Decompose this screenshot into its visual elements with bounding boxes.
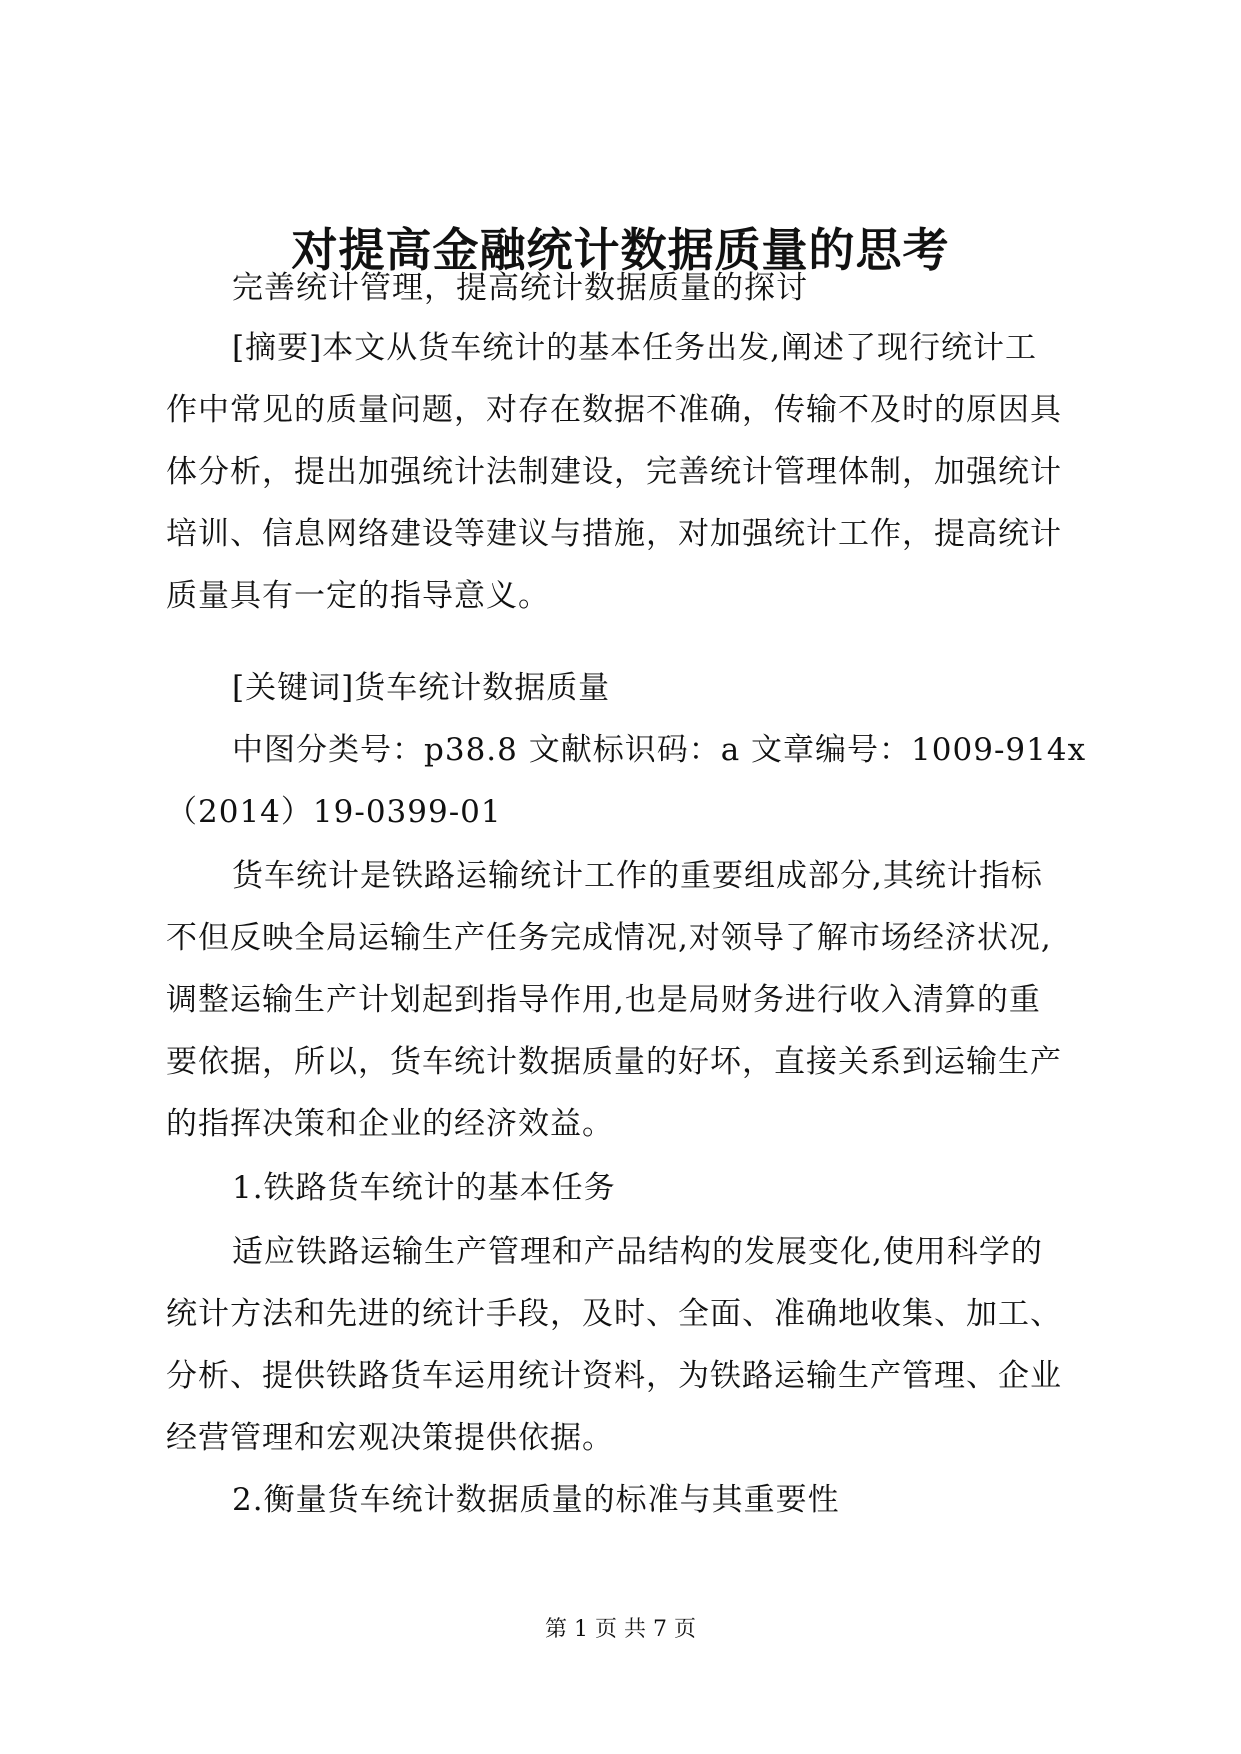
- subtitle-line: 完善统计管理，提高统计数据质量的探讨: [232, 270, 808, 306]
- abstract-line: 作中常见的质量问题，对存在数据不准确，传输不及时的原因具: [166, 392, 1062, 428]
- section-heading: 2.衡量货车统计数据质量的标准与其重要性: [232, 1482, 840, 1518]
- classification-line: （2014）19-0399-01: [166, 794, 502, 830]
- body-line: 分析、提供铁路货车运用统计资料，为铁路运输生产管理、企业: [166, 1358, 1062, 1394]
- abstract-line: 体分析，提出加强统计法制建设，完善统计管理体制，加强统计: [166, 454, 1062, 490]
- body-line: 适应铁路运输生产管理和产品结构的发展变化,使用科学的: [232, 1234, 1043, 1270]
- body-line: 经营管理和宏观决策提供依据。: [166, 1420, 614, 1456]
- page-number: 第 1 页 共 7 页: [545, 1617, 696, 1642]
- keywords-line: [关键词]货车统计数据质量: [232, 670, 611, 706]
- body-line: 要依据，所以，货车统计数据质量的好坏，直接关系到运输生产: [166, 1044, 1062, 1080]
- section-heading: 1.铁路货车统计的基本任务: [232, 1170, 616, 1206]
- body-line: 不但反映全局运输生产任务完成情况,对领导了解市场经济状况,: [166, 920, 1052, 956]
- abstract-line: 培训、信息网络建设等建议与措施，对加强统计工作，提高统计: [166, 516, 1062, 552]
- body-line: 的指挥决策和企业的经济效益。: [166, 1106, 614, 1142]
- body-line: 统计方法和先进的统计手段，及时、全面、准确地收集、加工、: [166, 1296, 1062, 1332]
- classification-line: 中图分类号：p38.8 文献标识码：a 文章编号：1009-914x: [232, 732, 1087, 768]
- body-line: 调整运输生产计划起到指导作用,也是局财务进行收入清算的重: [166, 982, 1041, 1018]
- body-line: 货车统计是铁路运输统计工作的重要组成部分,其统计指标: [232, 858, 1043, 894]
- abstract-line: [摘要]本文从货车统计的基本任务出发,阐述了现行统计工: [232, 330, 1038, 366]
- document-title: 对提高金融统计数据质量的思考: [291, 223, 950, 277]
- abstract-line: 质量具有一定的指导意义。: [166, 578, 550, 614]
